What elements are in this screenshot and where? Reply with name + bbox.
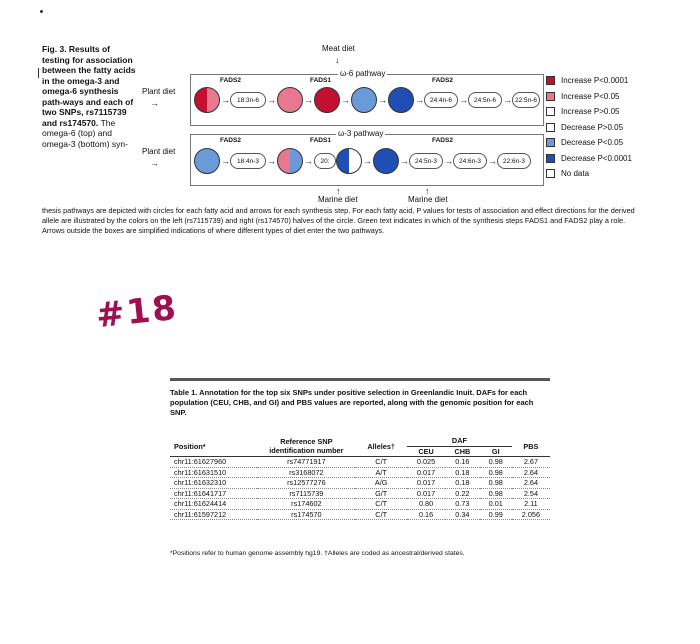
table-cell-allele: G/T [355, 488, 407, 499]
omega3-fads2-left: FADS2 [220, 137, 241, 144]
table-cell-allele: C/T [355, 457, 407, 468]
table-cell-pos: chr11:61631510 [170, 467, 257, 478]
omega3-circle-2 [277, 148, 303, 174]
omega6-fads2-left: FADS2 [220, 77, 241, 84]
table-cell-snp: rs7115739 [257, 488, 355, 499]
table-row [170, 457, 550, 468]
legend-item [546, 73, 632, 89]
table-cell-gi: 0.98 [480, 488, 512, 499]
table-body [170, 457, 550, 520]
header-alleles: Alleles† [355, 436, 407, 457]
table-header-row [170, 436, 550, 446]
table-top-rule [170, 378, 550, 381]
legend-label: Increase P<0.05 [561, 91, 620, 101]
figure-label-bold: Fig. 3. Results of testing for association between the fatty acids in the omega-3 and omega-6 synthesis path-ways and each of two SNPs, rs7115739 and rs174570. [42, 44, 136, 128]
omega3-step-1: 18:4n-3 [230, 153, 266, 169]
omega3-circle-1 [194, 148, 220, 174]
table-cell-gi: 0.98 [480, 478, 512, 489]
table-cell-gi: 0.01 [480, 499, 512, 510]
marine-diet-arrow-1: ↑ [336, 186, 341, 196]
legend-swatch [546, 154, 555, 163]
table-cell-pbs: 2.54 [512, 488, 550, 499]
legend-swatch [546, 76, 555, 85]
arrow: → [221, 156, 230, 166]
omega3-step-4: 24:6n-3 [453, 153, 487, 169]
table-cell-snp: rs74771917 [257, 457, 355, 468]
corner-dot [40, 10, 43, 13]
omega6-step-2: 24:4n-6 [424, 92, 458, 108]
legend-swatch [546, 138, 555, 147]
table-cell-chb: 0.18 [445, 478, 480, 489]
header-ceu: CEU [407, 446, 445, 457]
omega6-fads2-right: FADS2 [432, 77, 453, 84]
meat-diet-arrow: ↓ [335, 55, 340, 65]
table-cell-pos: chr11:61632310 [170, 478, 257, 489]
table-cell-ceu: 0.16 [407, 509, 445, 520]
table-title: Table 1. Annotation for the top six SNPs under positive selection in Greenlandic Inuit. DAFs for each population (CEU, CHB, and GI) and PBS values are reported, along with the genomic position for each SNP. [170, 388, 534, 417]
legend-swatch [546, 107, 555, 116]
arrow: → [267, 156, 276, 166]
legend-swatch [546, 92, 555, 101]
legend-item [546, 135, 632, 151]
omega6-pathway-label: ω-6 pathway [340, 69, 386, 78]
arrow: → [304, 95, 313, 105]
legend-label: Decrease P<0.05 [561, 138, 624, 148]
table-cell-chb: 0.18 [445, 467, 480, 478]
omega3-step-3: 24:5n-3 [409, 153, 443, 169]
table-row [170, 478, 550, 489]
marine-diet-label-2: Marine diet [408, 195, 448, 204]
table-cell-chb: 0.34 [445, 509, 480, 520]
table-row [170, 488, 550, 499]
arrow: → [341, 95, 350, 105]
table-cell-gi: 0.98 [480, 457, 512, 468]
table-cell-snp: rs3168072 [257, 467, 355, 478]
table-footnote: *Positions refer to human genome assembly hg19. †Alleles are coded as ancestral/derived states. [170, 550, 465, 557]
header-chb: CHB [445, 446, 480, 457]
table-cell-ceu: 0.017 [407, 467, 445, 478]
legend-item [546, 151, 632, 167]
figure-caption: thesis pathways are depicted with circles for each fatty acid and arrows for each synthesis step. For each fatty acid, P values for tests of association and effect directions for the derived allele are illustrated by the colors on the left (rs7115739) and right (rs174570) halves of the circle. Green text indicates in which of the synthesis steps FADS1 and FADS2 play a role. Arrows outside the boxes are simplified indications of where different types of diet enter the two pathways. [42, 206, 635, 235]
table-cell-pbs: 2.64 [512, 478, 550, 489]
table-cell-ceu: 0.025 [407, 457, 445, 468]
arrow: → [267, 95, 276, 105]
table-row [170, 467, 550, 478]
omega6-circle-3 [314, 87, 340, 113]
omega3-circle-4 [373, 148, 399, 174]
table-cell-pos: chr11:61597212 [170, 509, 257, 520]
header-gi: GI [480, 446, 512, 457]
arrow: → [363, 156, 372, 166]
omega6-circle-2 [277, 87, 303, 113]
omega6-circle-4 [351, 87, 377, 113]
omega6-step-3: 24:5n-6 [468, 92, 502, 108]
meat-diet-label: Meat diet [322, 44, 355, 53]
header-pbs: PBS [512, 436, 550, 457]
table-row [170, 509, 550, 520]
legend-label: Decrease P>0.05 [561, 122, 624, 132]
legend-label: No data [561, 169, 590, 179]
header-daf: DAF [407, 436, 512, 446]
legend-item [546, 120, 632, 136]
table-container [170, 436, 550, 520]
table-cell-ceu: 0.017 [407, 488, 445, 499]
table-cell-allele: A/G [355, 478, 407, 489]
figure-label-rest: The omega-6 (top) and omega-3 (bottom) syn- [42, 117, 128, 149]
plant-diet-top-label: Plant diet [142, 87, 176, 96]
table-cell-snp: rs12577276 [257, 478, 355, 489]
table-row [170, 499, 550, 510]
marine-diet-label-1: Marine diet [318, 195, 358, 204]
legend-label: Increase P<0.0001 [561, 76, 629, 86]
table-cell-pos: chr11:61627960 [170, 457, 257, 468]
table-cell-gi: 0.98 [480, 467, 512, 478]
header-position: Position* [170, 436, 257, 457]
table-cell-pbs: 2.64 [512, 467, 550, 478]
omega3-circle-3 [336, 148, 362, 174]
arrow: → [503, 95, 512, 105]
table-cell-chb: 0.16 [445, 457, 480, 468]
plant-diet-top-arrow: → [150, 98, 159, 108]
legend-item [546, 89, 632, 105]
table-cell-pbs: 2.056 [512, 509, 550, 520]
omega3-fads1: FADS1 [310, 137, 331, 144]
omega3-fads2-right: FADS2 [432, 137, 453, 144]
table-cell-ceu: 0.017 [407, 478, 445, 489]
table-cell-allele: A/T [355, 467, 407, 478]
omega3-step-5: 22:6n-3 [497, 153, 531, 169]
table-cell-pbs: 2.11 [512, 499, 550, 510]
marine-diet-arrow-2: ↑ [425, 186, 430, 196]
table-cell-ceu: 0.80 [407, 499, 445, 510]
legend-item [546, 166, 632, 182]
legend-item [546, 104, 632, 120]
figure-label [42, 44, 140, 149]
table-cell-pbs: 2.67 [512, 457, 550, 468]
arrow: → [415, 95, 424, 105]
table-cell-snp: rs174570 [257, 509, 355, 520]
arrow: → [221, 95, 230, 105]
arrow: → [444, 156, 453, 166]
arrow: → [378, 95, 387, 105]
table-cell-chb: 0.73 [445, 499, 480, 510]
snp-table [170, 436, 550, 520]
handwritten-note: #18 [94, 287, 180, 337]
omega3-step-2: 20: [314, 153, 336, 169]
table-cell-pos: chr11:61641717 [170, 488, 257, 499]
table-cell-allele: C/T [355, 499, 407, 510]
table-cell-allele: C/T [355, 509, 407, 520]
table-cell-snp: rs174602 [257, 499, 355, 510]
plant-diet-bottom-label: Plant diet [142, 147, 176, 156]
plant-diet-bottom-arrow: → [150, 158, 159, 168]
header-ref-snp: Reference SNP identification number [257, 436, 355, 457]
legend-swatch [546, 123, 555, 132]
omega6-step-4: 22:5n-6 [512, 92, 540, 108]
margin-mark [38, 68, 39, 78]
omega6-step-1: 18:3n-6 [230, 92, 266, 108]
arrow: → [488, 156, 497, 166]
arrow: → [400, 156, 409, 166]
table-cell-chb: 0.22 [445, 488, 480, 499]
legend-label: Decrease P<0.0001 [561, 153, 632, 163]
table-cell-pos: chr11:61624414 [170, 499, 257, 510]
legend-label: Increase P>0.05 [561, 107, 620, 117]
omega3-pathway-label: ω-3 pathway [338, 129, 384, 138]
table-cell-gi: 0.99 [480, 509, 512, 520]
arrow: → [459, 95, 468, 105]
omega6-circle-1 [194, 87, 220, 113]
legend [546, 73, 632, 182]
omega6-fads1: FADS1 [310, 77, 331, 84]
arrow: → [304, 156, 313, 166]
legend-swatch [546, 169, 555, 178]
omega6-circle-5 [388, 87, 414, 113]
